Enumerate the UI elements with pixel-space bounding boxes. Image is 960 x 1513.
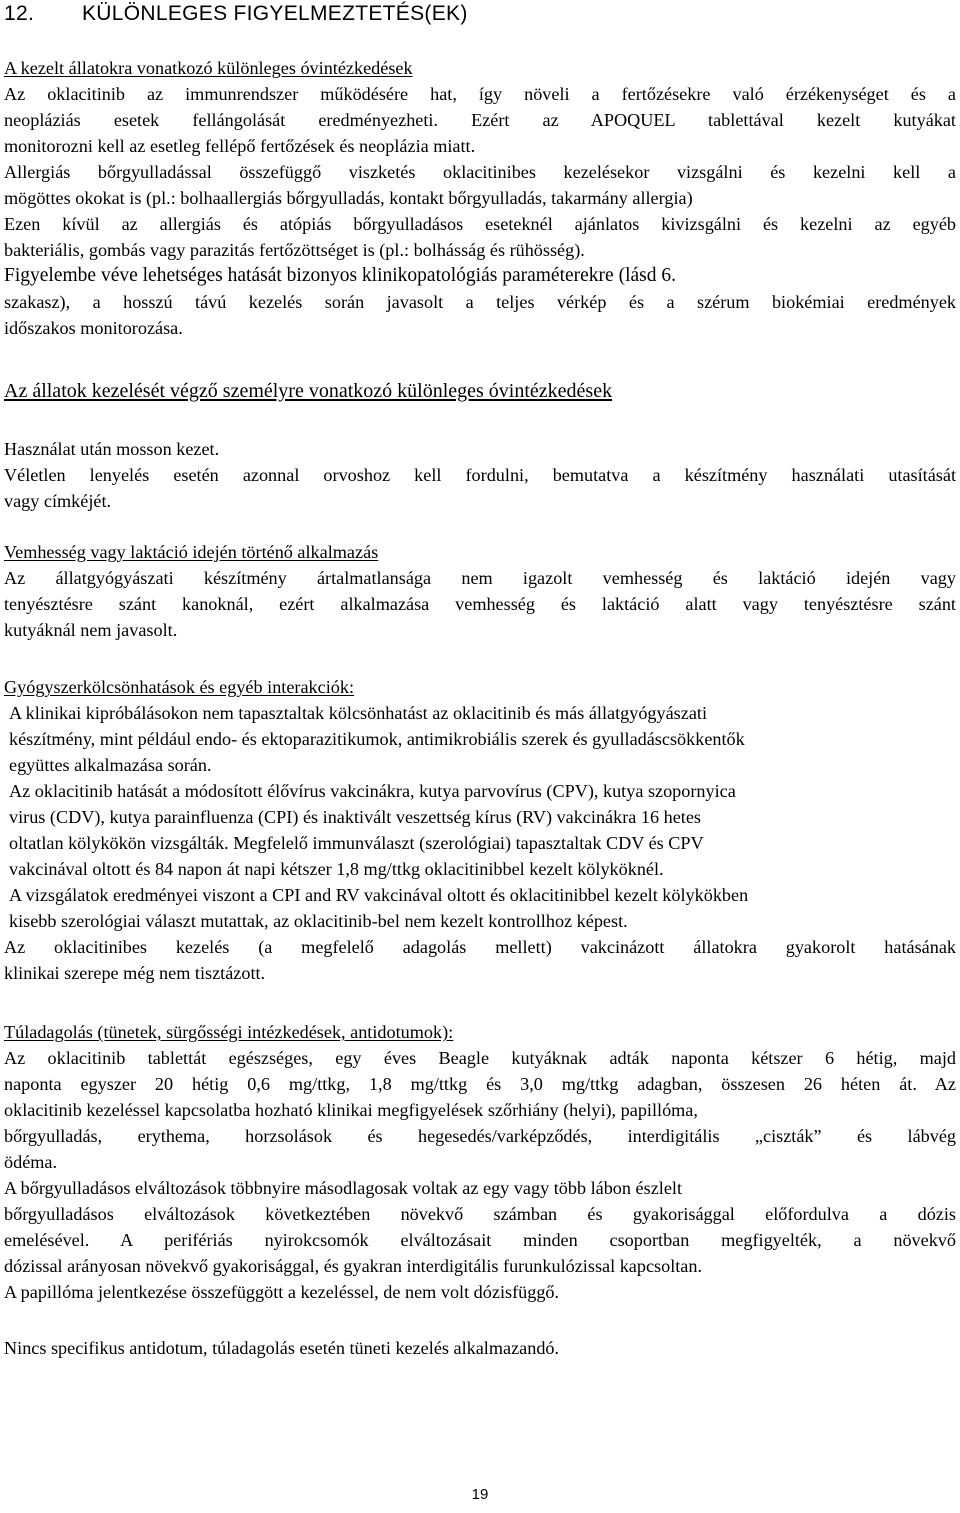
treated-animals-heading: A kezelt állatokra vonatkozó különleges óvintézkedések (4, 58, 413, 78)
treated-animals-section (4, 55, 956, 341)
paragraph-line: oklacitinib kezeléssel kapcsolatba hozható klinikai megfigyelések szőrhiány (helyi), papillóma, (4, 1100, 698, 1120)
paragraph-line: Figyelembe véve lehetséges hatását bizonyos klinikopatológiás paraméterekre (lásd 6. (4, 265, 676, 286)
paragraph-line: Véletlen lenyelés esetén azonnal orvoshoz kell fordulni, bemutatva a készítmény használati utasítását (4, 465, 956, 485)
paragraph-line: Használat után mosson kezet. (4, 439, 220, 459)
paragraph-line: oltatlan kölykökön vizsgálták. Megfelelő immunválaszt (szerológiai) tapasztaltak CDV és CPV (9, 833, 704, 853)
paragraph-line: Az állatgyógyászati készítmény ártalmatlansága nem igazolt vemhesség és laktáció idején vagy (4, 568, 956, 588)
paragraph-line: kisebb szerológiai választ mutattak, az oklacitinib-bel nem kezelt kontrollhoz képest. (9, 911, 628, 931)
paragraph-line: Az oklacitinib az immunrendszer működésére hat, így növeli a fertőzésekre való érzékenységet és a (4, 84, 956, 104)
pregnancy-section (4, 539, 956, 643)
paragraph-line: neopláziás esetek fellángolását eredményezheti. Ezért az APOQUEL tablettával kezelt kutyákat (4, 110, 956, 130)
paragraph-line: tenyésztésre szánt kanoknál, ezért alkalmazása vemhesség és laktáció alatt vagy tenyésztésre szánt (4, 594, 956, 614)
paragraph-line: Ezen kívül az allergiás és atópiás bőrgyulladásos eseteknél ajánlatos kivizsgálni és kezelni az egyéb (4, 214, 956, 234)
overdose-antidote (4, 1335, 956, 1361)
paragraph-line: Nincs specifikus antidotum, túladagolás esetén tüneti kezelés alkalmazandó. (4, 1338, 560, 1358)
overdose-heading: Túladagolás (tünetek, sürgősségi intézkedések, antidotumok): (4, 1022, 454, 1042)
paragraph-line: szakasz), a hosszú távú kezelés során javasolt a teljes vérkép és a szérum biokémiai eredmények (4, 292, 956, 312)
person-precautions-body (4, 436, 956, 514)
paragraph-line: A klinikai kipróbálásokon nem tapasztaltak kölcsönhatást az oklacitinib és más állatgyógyászati (9, 703, 708, 723)
interactions-section (4, 674, 956, 986)
paragraph-line: virus (CDV), kutya parainfluenza (CPI) és inaktivált veszettség kírus (RV) vakcinákra 16 hetes (9, 807, 701, 827)
person-precautions-heading: Az állatok kezelését végző személyre vonatkozó különleges óvintézkedések (4, 380, 613, 402)
paragraph-line: bakteriális, gombás vagy parazitás fertőzöttséget is (pl.: bolhásság és rühösség). (4, 240, 585, 260)
section-number: 12. (4, 2, 35, 25)
section-title: KÜLÖNLEGES FIGYELMEZTETÉS(EK) (82, 2, 468, 25)
paragraph-line: Allergiás bőrgyulladással összefüggő viszketés oklacitinibes kezelésekor vizsgálni és kezelni kell a (4, 162, 956, 182)
paragraph-line: együttes alkalmazása során. (9, 755, 212, 775)
paragraph-line: vakcinával oltott és 84 napon át napi kétszer 1,8 mg/ttkg oklacitinibbel kezelt kölyköknél. (9, 859, 664, 879)
paragraph-line: Az oklacitinib tablettát egészséges, egy éves Beagle kutyáknak adták naponta kétszer 6 hétig, majd (4, 1048, 956, 1068)
page-number: 19 (471, 1486, 489, 1503)
paragraph-line: naponta egyszer 20 hétig 0,6 mg/ttkg, 1,8 mg/ttkg és 3,0 mg/ttkg adagban, összesen 26 héten át. Az (4, 1074, 956, 1094)
paragraph-line: bőrgyulladásos elváltozások következtében növekvő számban és gyakorisággal előfordulva a dózis (4, 1204, 956, 1224)
paragraph-line: Az oklacitinibes kezelés (a megfelelő adagolás mellett) vakcinázott állatokra gyakorolt hatásának (4, 937, 956, 957)
paragraph-line: Az oklacitinib hatását a módosított élővírus vakcinákra, kutya parvovírus (CPV), kutya szopornyica (9, 781, 736, 801)
paragraph-line: bőrgyulladás, erythema, horzsolások és hegesedés/varképződés, interdigitális „ciszták” és lábvég (4, 1126, 956, 1146)
paragraph-line: dózissal arányosan növekvő gyakorisággal, és gyakran interdigitális furunkulózissal kapcsoltan. (4, 1256, 703, 1276)
paragraph-line: időszakos monitorozása. (4, 318, 183, 338)
paragraph-line: mögöttes okokat is (pl.: bolhaallergiás bőrgyulladás, kontakt bőrgyulladás, takarmány allergia) (4, 188, 693, 208)
paragraph-line: vagy címkéjét. (4, 491, 112, 511)
paragraph-line: készítmény, mint például endo- és ektoparazitikumok, antimikrobiális szerek és gyulladáscsökkentők (9, 729, 745, 749)
paragraph-line: A papillóma jelentkezése összefüggött a kezeléssel, de nem volt dózisfüggő. (4, 1282, 560, 1302)
paragraph-line: monitorozni kell az esetleg fellépő fertőzések és neoplázia miatt. (4, 136, 476, 156)
overdose-section (4, 1019, 956, 1305)
interactions-heading: Gyógyszerkölcsönhatások és egyéb interakciók: (4, 677, 355, 697)
paragraph-line: klinikai szerepe még nem tisztázott. (4, 963, 266, 983)
paragraph-line: A vizsgálatok eredményei viszont a CPI and RV vakcinával oltott és oklacitinibbel kezelt kölykökben (9, 885, 749, 905)
person-precautions-section (4, 378, 956, 404)
paragraph-line: ödéma. (4, 1152, 58, 1172)
paragraph-line: A bőrgyulladásos elváltozások többnyire másodlagosak voltak az egy vagy több lábon észlelt (4, 1178, 682, 1198)
paragraph-line: emelésével. A perifériás nyirokcsomók elváltozásait minden csoportban megfigyelték, a növekvő (4, 1230, 956, 1250)
section-heading (4, 2, 468, 26)
paragraph-line: kutyáknál nem javasolt. (4, 620, 178, 640)
pregnancy-heading: Vemhesség vagy laktáció idején történő alkalmazás (4, 542, 379, 562)
